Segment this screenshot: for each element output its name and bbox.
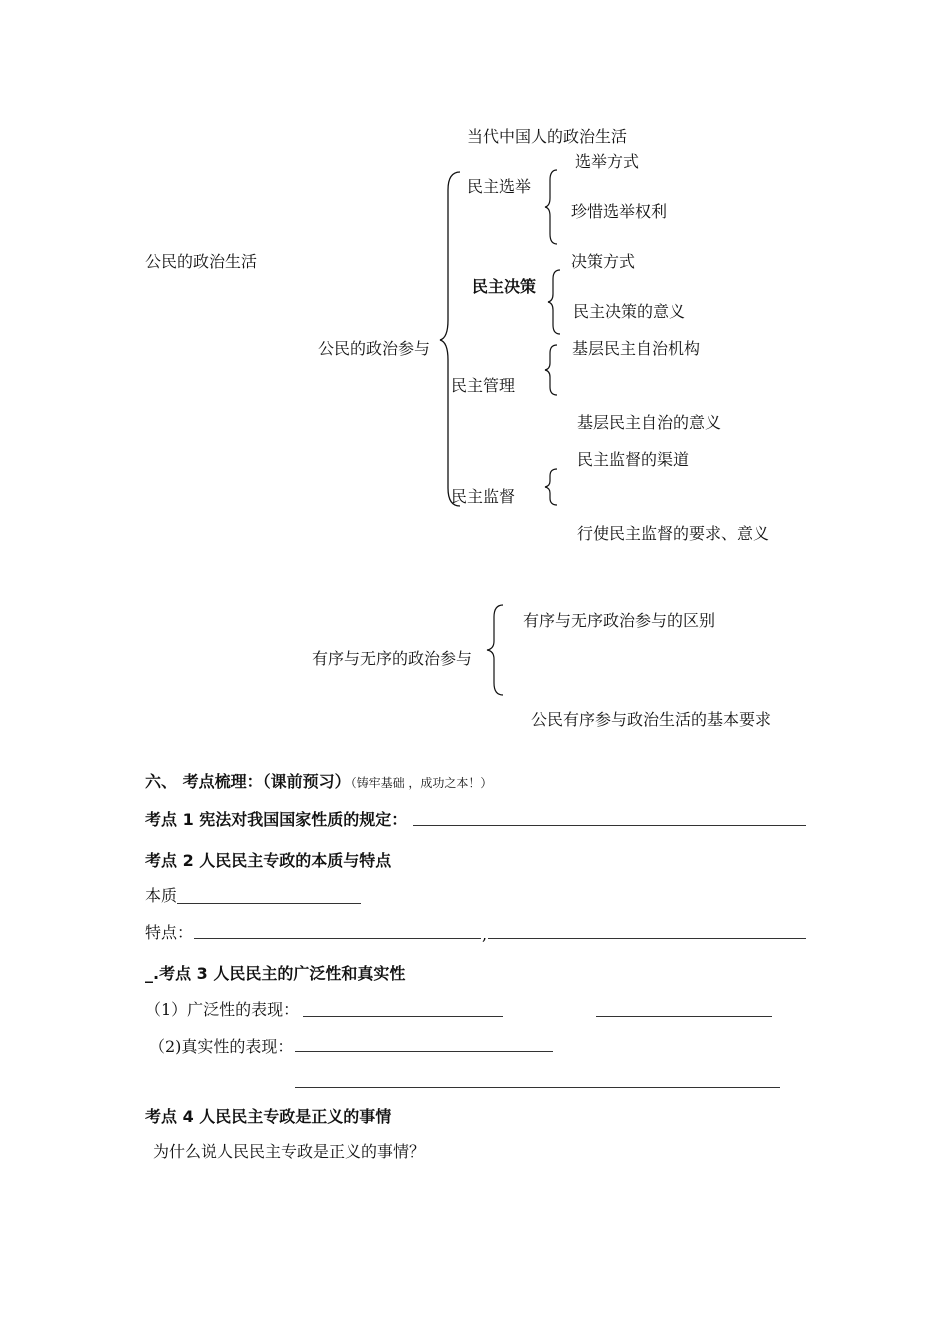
item-2-blank-2[interactable] bbox=[295, 1087, 780, 1088]
section-heading bbox=[145, 772, 492, 793]
feature-label: 特点： bbox=[145, 923, 194, 942]
item-2-blank-1[interactable] bbox=[295, 1051, 553, 1052]
diagram-management: 民主管理 bbox=[451, 376, 516, 395]
section-heading-text: 六、 考点梳理：（课前预习） bbox=[145, 772, 351, 791]
diagram-supervision: 民主监督 bbox=[451, 487, 516, 506]
supervision-item-2: 行使民主监督的要求、意义 bbox=[577, 524, 770, 543]
item-2: （2)真实性的表现： bbox=[149, 1037, 294, 1056]
election-item-1: 选举方式 bbox=[575, 152, 640, 171]
ordered-brace bbox=[485, 603, 509, 697]
feature-blank-1[interactable] bbox=[194, 938, 481, 939]
management-item-1: 基层民主自治机构 bbox=[572, 339, 701, 358]
point-2: 考点 2 人民民主专政的本质与特点 bbox=[145, 851, 392, 870]
management-item-2: 基层民主自治的意义 bbox=[577, 413, 722, 432]
diagram-root: 公民的政治生活 bbox=[145, 252, 258, 271]
diagram-ordered: 有序与无序的政治参与 bbox=[312, 649, 473, 668]
item-1: （1）广泛性的表现： bbox=[145, 1000, 300, 1019]
diagram-decision: 民主决策 bbox=[472, 277, 537, 296]
point-1: 考点 1 宪法对我国国家性质的规定： bbox=[145, 810, 408, 829]
item-1-blank-2[interactable] bbox=[596, 1016, 772, 1017]
management-brace bbox=[543, 343, 563, 397]
item-1-blank-1[interactable] bbox=[303, 1016, 503, 1017]
election-item-2: 珍惜选举权利 bbox=[571, 202, 668, 221]
point-4: 考点 4 人民民主专政是正义的事情 bbox=[145, 1107, 392, 1126]
point-1-blank[interactable] bbox=[413, 825, 806, 826]
point-3-prefix: _. bbox=[145, 964, 160, 983]
supervision-item-1: 民主监督的渠道 bbox=[577, 450, 690, 469]
participation-brace bbox=[438, 170, 468, 510]
essence-label: 本质 bbox=[145, 886, 178, 905]
diagram-election: 民主选举 bbox=[467, 177, 532, 196]
essence-blank[interactable] bbox=[177, 903, 361, 904]
diagram-participation: 公民的政治参与 bbox=[318, 339, 431, 358]
point-3-text: 考点 3 人民民主的广泛性和真实性 bbox=[159, 964, 406, 983]
supervision-brace bbox=[543, 467, 563, 507]
ordered-item-1: 有序与无序政治参与的区别 bbox=[523, 611, 716, 630]
decision-item-2: 民主决策的意义 bbox=[573, 302, 686, 321]
decision-item-1: 决策方式 bbox=[571, 252, 636, 271]
diagram-top-title: 当代中国人的政治生活 bbox=[467, 127, 628, 146]
point-3 bbox=[145, 964, 405, 984]
election-brace bbox=[543, 168, 563, 246]
section-note: （铸牢基础 ，成功之本！） bbox=[350, 776, 493, 790]
decision-brace bbox=[546, 268, 566, 336]
question: 为什么说人民民主专政是正义的事情？ bbox=[153, 1142, 426, 1161]
feature-separator: , bbox=[482, 925, 488, 944]
ordered-item-2: 公民有序参与政治生活的基本要求 bbox=[531, 710, 772, 729]
feature-blank-2[interactable] bbox=[488, 938, 806, 939]
